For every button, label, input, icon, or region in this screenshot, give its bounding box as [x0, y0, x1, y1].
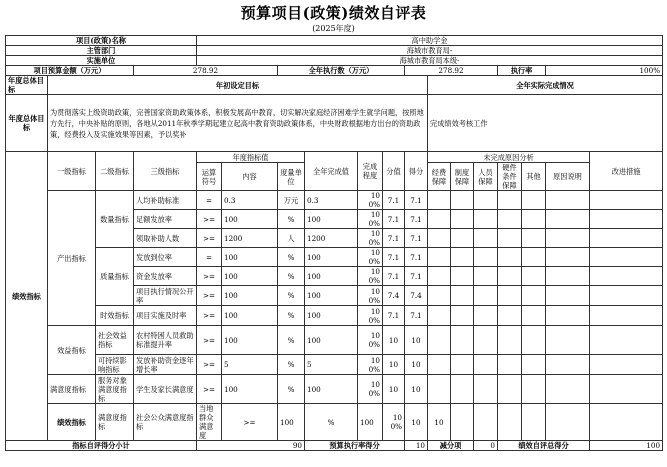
unit: % — [305, 404, 358, 441]
op: = — [197, 191, 222, 210]
header-obtained: 得分 — [405, 152, 428, 191]
reason-cell — [428, 191, 451, 210]
score: 10 — [383, 326, 405, 355]
reason-cell — [498, 229, 522, 248]
reason-cell — [451, 229, 474, 248]
reason-cell — [522, 210, 546, 229]
info-row-budget — [6, 66, 663, 76]
improve-cell — [590, 248, 663, 267]
goals-section-label: 年度总体目标 — [6, 76, 48, 95]
unit: % — [278, 286, 305, 306]
reason-cell — [451, 210, 474, 229]
reason-cell — [451, 375, 474, 404]
got: 7.1 — [405, 210, 428, 229]
done: 100 — [305, 210, 358, 229]
done: 100 — [305, 286, 358, 306]
reason-cell — [498, 326, 522, 355]
reason-cell — [546, 306, 590, 326]
reason-cell — [522, 229, 546, 248]
score: 10 — [383, 375, 405, 404]
unit: % — [278, 210, 305, 229]
reason-cell — [451, 326, 474, 355]
improve-cell — [590, 375, 663, 404]
reason-cell — [428, 210, 451, 229]
val: 100 — [222, 210, 278, 229]
deg: 100% — [383, 404, 405, 441]
improve-cell — [590, 306, 663, 326]
got: 10 — [405, 355, 428, 375]
project-name-label: 项目(政策)名称 — [6, 36, 197, 46]
op: >= — [197, 306, 222, 326]
op: >= — [197, 326, 222, 355]
indicator-row — [6, 306, 663, 326]
deg: 100% — [358, 306, 383, 326]
l3-name: 领取补助人数 — [134, 229, 197, 248]
done: 100 — [358, 404, 383, 441]
reason-cell — [546, 248, 590, 267]
done: 100 — [305, 248, 358, 267]
reason-cell — [428, 326, 451, 355]
header-full-year: 全年完成值 — [305, 152, 358, 191]
reason-cell — [428, 248, 451, 267]
indicator-row — [6, 326, 663, 355]
improve-cell — [590, 355, 663, 375]
unit: % — [278, 306, 305, 326]
header-operator: 运算符号 — [197, 163, 222, 191]
unit: 万元 — [278, 191, 305, 210]
reason-cell — [522, 191, 546, 210]
reason-cell — [474, 286, 498, 306]
header-r-desc: 原因说明 — [546, 163, 590, 191]
reason-cell — [428, 229, 451, 248]
reason-cell — [498, 355, 522, 375]
header-level3: 三级指标 — [134, 152, 197, 191]
unit: % — [278, 267, 305, 286]
l3-name: 足额发放率 — [134, 210, 197, 229]
goals-actual-text: 完成绩效考核工作 — [428, 95, 663, 152]
reason-cell — [498, 210, 522, 229]
got: 10 — [405, 375, 428, 404]
score: 7.1 — [383, 191, 405, 210]
reason-cell — [522, 248, 546, 267]
rate-value: 100% — [546, 66, 663, 76]
reason-cell — [428, 375, 451, 404]
deduct-value: 0 — [474, 441, 498, 451]
done: 100 — [305, 326, 358, 355]
header-reason-group: 未完成原因分析 — [428, 152, 590, 163]
l2-satisfied: 服务对象满意度指标 — [96, 375, 134, 404]
got: 10 — [405, 326, 428, 355]
reason-cell — [474, 267, 498, 286]
subtotal-value: 90 — [197, 441, 305, 451]
score: 7.4 — [383, 286, 405, 306]
unit: 人 — [278, 229, 305, 248]
header-level2: 二级指标 — [96, 152, 134, 191]
got: 7.1 — [405, 191, 428, 210]
deg: 100% — [358, 355, 383, 375]
reason-cell — [451, 267, 474, 286]
reason-cell — [498, 248, 522, 267]
reason-cell — [474, 326, 498, 355]
deduct-label: 减分项 — [428, 441, 474, 451]
improve-cell — [590, 326, 663, 355]
op: >= — [197, 355, 222, 375]
perf-indicator-label: 绩效指标 — [6, 152, 48, 441]
op: >= — [197, 267, 222, 286]
got: 7.1 — [405, 267, 428, 286]
budget-value: 278.92 — [134, 66, 278, 76]
total-value: 100 — [590, 441, 663, 451]
reason-cell — [474, 355, 498, 375]
reason-cell — [498, 375, 522, 404]
op: >= — [197, 286, 222, 306]
val: 5 — [222, 355, 278, 375]
page-title: 预算项目(政策)绩效自评表 — [240, 4, 427, 22]
reason-cell — [522, 286, 546, 306]
goals-row-label: 年度总体目标 — [6, 95, 48, 152]
l3-name: 项目实施及时率 — [134, 306, 197, 326]
project-name-value: 高中助学金 — [197, 36, 663, 46]
done: 100 — [305, 375, 358, 404]
deg: 100% — [358, 248, 383, 267]
goals-planned-text: 为贯彻落实上级资助政策，完善国家资助政策体系，积极发展高中教育，切实解决家庭经济困难学生就学问题，按照地方先行，中央补贴的原则，各地从2011年秋季学期起建立起高中教育资助政策体系，中央财政根据地方出台的资助政策，经费投入及实施效果等因素，予以奖补 — [48, 95, 428, 152]
dept-label: 主管部门 — [6, 46, 197, 56]
l3-name: 当地群众满意度 — [197, 404, 222, 441]
budget-label: 项目预算金额（万元） — [6, 66, 134, 76]
l3-name: 资金发放率 — [134, 267, 197, 286]
score: 7.1 — [383, 210, 405, 229]
reason-cell — [474, 404, 498, 441]
header-r-hardware: 硬件条件保障 — [498, 163, 522, 191]
val: 100 — [222, 375, 278, 404]
deg: 100% — [358, 286, 383, 306]
unit: % — [278, 375, 305, 404]
reason-cell — [546, 267, 590, 286]
l2-public: 社会公众满意度指标 — [134, 404, 197, 441]
op: >= — [222, 404, 278, 441]
got: 10 — [428, 404, 451, 441]
perf-indicator-label-2: 绩效指标 — [48, 404, 96, 441]
reason-cell — [546, 191, 590, 210]
op: = — [197, 248, 222, 267]
indicator-row — [6, 404, 663, 441]
val: 100 — [222, 248, 278, 267]
header-annual-value: 年度指标值 — [197, 152, 305, 163]
done: 100 — [305, 306, 358, 326]
reason-cell — [546, 355, 590, 375]
l3-name: 农村特困人员救助标准提升率 — [134, 326, 197, 355]
reason-cell — [474, 210, 498, 229]
goals-actual-label: 全年实际完成情况 — [428, 76, 663, 95]
reason-cell — [428, 306, 451, 326]
l3-name: 项目执行情况公开率 — [134, 286, 197, 306]
l2-sustainable: 可持续影响指标 — [96, 355, 134, 375]
unit: % — [278, 326, 305, 355]
indicator-row — [6, 375, 663, 404]
l3-name: 发放到位率 — [134, 248, 197, 267]
reason-cell — [451, 248, 474, 267]
reason-cell — [546, 326, 590, 355]
footer-row — [6, 441, 663, 451]
got: 7.1 — [405, 229, 428, 248]
l3-name: 学生及家长满意度 — [134, 375, 197, 404]
reason-cell — [522, 404, 546, 441]
header-content: 内容 — [222, 163, 278, 191]
header-score: 分值 — [383, 152, 405, 191]
done: 0.3 — [305, 191, 358, 210]
l2-quantity: 数量指标 — [96, 191, 134, 248]
subtotal-label: 指标自评得分小计 — [6, 441, 197, 451]
got: 7.1 — [405, 306, 428, 326]
done: 100 — [305, 267, 358, 286]
dept-value: 海城市教育局- — [197, 46, 663, 56]
reason-cell — [451, 286, 474, 306]
reason-cell — [474, 229, 498, 248]
reason-cell — [498, 306, 522, 326]
info-row-unit — [6, 56, 663, 66]
score: 10 — [383, 355, 405, 375]
reason-cell — [546, 404, 590, 441]
l2-timeliness: 时效指标 — [96, 306, 134, 326]
info-row-project-name — [6, 36, 663, 46]
unit-label: 实施单位 — [6, 56, 197, 66]
op: >= — [197, 229, 222, 248]
rate-label: 执行率 — [498, 66, 546, 76]
deg: 100% — [358, 375, 383, 404]
reason-cell — [498, 286, 522, 306]
reason-cell — [590, 404, 663, 441]
goals-planned-label: 年初设定目标 — [48, 76, 428, 95]
goals-header-row — [6, 76, 663, 95]
l3-name: 人均补助标准 — [134, 191, 197, 210]
op: >= — [197, 375, 222, 404]
done: 5 — [305, 355, 358, 375]
score: 7.1 — [383, 248, 405, 267]
l1-effect: 效益指标 — [48, 326, 96, 375]
reason-cell — [451, 191, 474, 210]
reason-cell — [546, 210, 590, 229]
reason-cell — [474, 375, 498, 404]
val: 100 — [222, 306, 278, 326]
executed-label: 全年执行数（万元） — [278, 66, 405, 76]
deg: 100% — [358, 326, 383, 355]
deg: 100% — [358, 229, 383, 248]
page-subtitle-year: (2025年度) — [312, 24, 355, 33]
header-level1: 一级指标 — [48, 152, 96, 191]
header-improve: 改进措施 — [590, 152, 663, 191]
deg: 100% — [358, 191, 383, 210]
got: 7.4 — [405, 286, 428, 306]
reason-cell — [498, 267, 522, 286]
budget-score-label: 预算执行率得分 — [305, 441, 405, 451]
total-label: 绩效自评总得分 — [498, 441, 590, 451]
header-r-other: 其他 — [522, 163, 546, 191]
l2-social: 社会效益指标 — [96, 326, 134, 355]
l1-output: 产出指标 — [48, 191, 96, 326]
l1-satisfaction-2: 满意度指标 — [96, 404, 134, 441]
deg: 100% — [358, 267, 383, 286]
score: 7.1 — [383, 306, 405, 326]
indicator-row — [6, 248, 663, 267]
improve-cell — [590, 210, 663, 229]
goals-content-row — [6, 95, 663, 152]
reason-cell — [498, 191, 522, 210]
val: 100 — [222, 286, 278, 306]
reason-cell — [522, 267, 546, 286]
reason-cell — [546, 229, 590, 248]
val: 100 — [278, 404, 305, 441]
unit: % — [278, 248, 305, 267]
reason-cell — [522, 375, 546, 404]
header-r-system: 制度保障 — [451, 163, 474, 191]
reason-cell — [474, 306, 498, 326]
reason-cell — [428, 267, 451, 286]
done: 1200 — [305, 229, 358, 248]
reason-cell — [522, 306, 546, 326]
l2-quality: 质量指标 — [96, 248, 134, 306]
indicator-row — [6, 355, 663, 375]
header-completion: 完成程度 — [358, 152, 383, 191]
score: 7.1 — [383, 267, 405, 286]
header-unit: 度量单位 — [278, 163, 305, 191]
improve-cell — [590, 286, 663, 306]
l3-name: 发放补助资金逐年增长率 — [134, 355, 197, 375]
improve-cell — [590, 229, 663, 248]
reason-cell — [546, 286, 590, 306]
score: 10 — [405, 404, 428, 441]
improve-cell — [590, 267, 663, 286]
val: 0.3 — [222, 191, 278, 210]
op: >= — [197, 210, 222, 229]
unit: % — [278, 355, 305, 375]
info-row-dept — [6, 46, 663, 56]
score: 7.1 — [383, 229, 405, 248]
executed-value: 278.92 — [405, 66, 498, 76]
reason-cell — [451, 404, 474, 441]
budget-score-value: 10 — [405, 441, 428, 451]
val: 100 — [222, 267, 278, 286]
reason-cell — [474, 191, 498, 210]
reason-cell — [428, 355, 451, 375]
reason-cell — [498, 404, 522, 441]
performance-table — [5, 35, 663, 451]
reason-cell — [474, 248, 498, 267]
val: 100 — [222, 326, 278, 355]
improve-cell — [590, 191, 663, 210]
got: 7.1 — [405, 248, 428, 267]
header-r-funding: 经费保障 — [428, 163, 451, 191]
reason-cell — [522, 355, 546, 375]
l1-satisfaction: 满意度指标 — [48, 375, 96, 404]
reason-cell — [522, 326, 546, 355]
reason-cell — [451, 306, 474, 326]
deg: 100% — [358, 210, 383, 229]
indicator-header-row-1 — [6, 152, 663, 163]
val: 1200 — [222, 229, 278, 248]
reason-cell — [428, 286, 451, 306]
header-r-staff: 人员保障 — [474, 163, 498, 191]
unit-value: 海城市教育局本级- — [197, 56, 663, 66]
indicator-row — [6, 191, 663, 210]
reason-cell — [451, 355, 474, 375]
reason-cell — [546, 375, 590, 404]
